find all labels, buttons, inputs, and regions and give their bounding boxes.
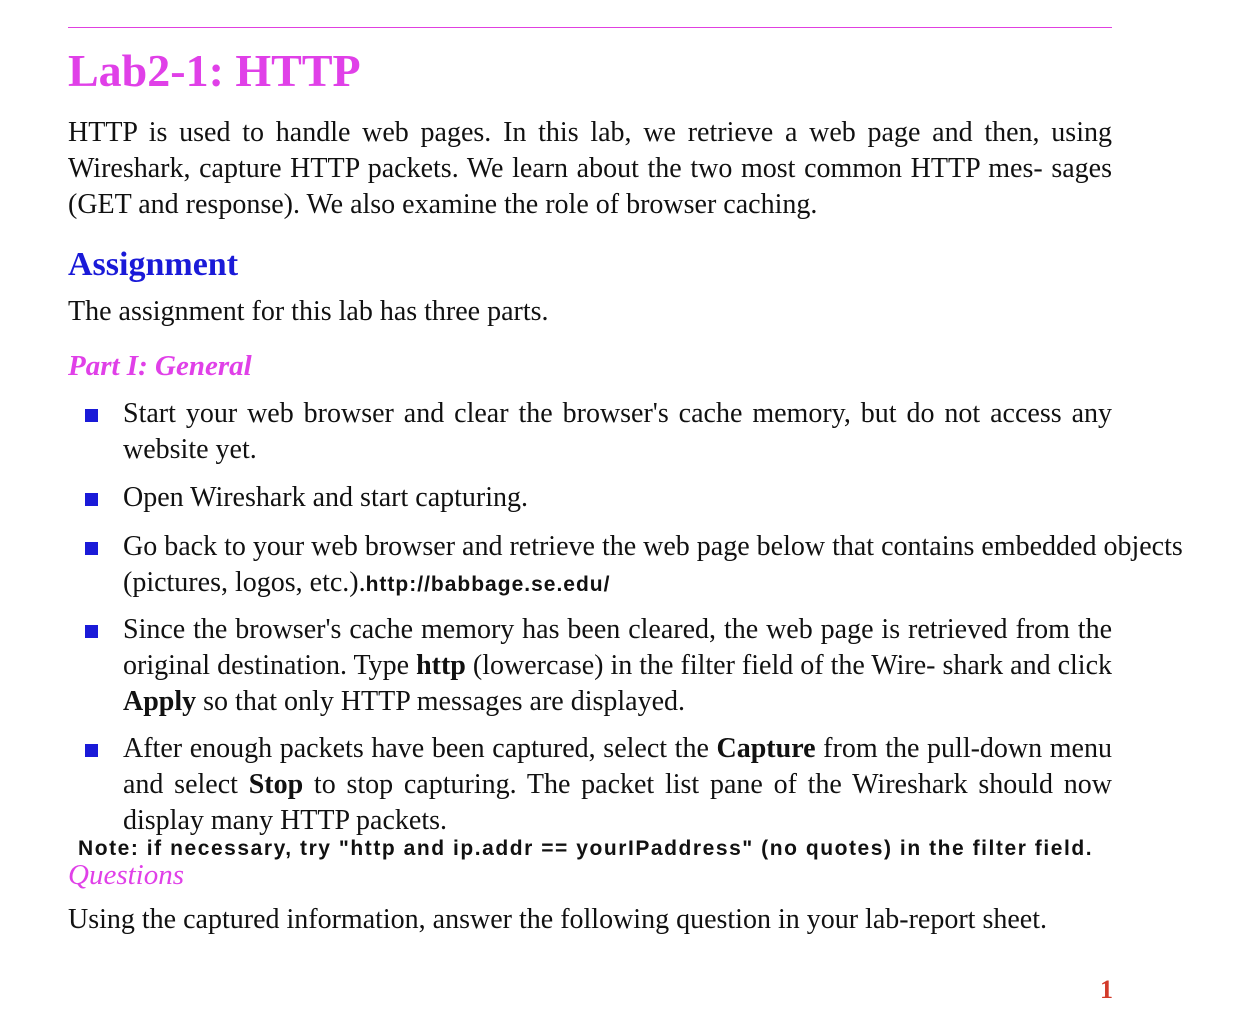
url-link[interactable]: http://babbage.se.edu/ [365,573,611,596]
list-item-text-span: Go back to your web browser and retrieve the web page below that contains embedded objects (pictures, logos, etc.). [123,531,1183,598]
intro-paragraph: HTTP is used to handle web pages. In this lab, we retrieve a web page and then, using Wireshark, capture HTTP packets. We learn about the two most common HTTP mes- sages (GET and response). We also examine the role of browser caching. [68,117,1112,220]
questions-heading: Questions [68,859,184,891]
square-bullet-icon [85,493,98,506]
list-item-text [123,731,1112,839]
square-bullet-icon [85,542,98,555]
text-span: (lowercase) in the filter field of the Wire- shark and click [465,650,1113,681]
square-bullet-icon [85,744,98,757]
square-bullet-icon [85,409,98,422]
part1-heading: Part I: General [68,350,252,382]
bold-term: http [416,650,466,681]
page-number: 1 [1100,975,1113,1004]
bold-term: Capture [716,733,816,764]
text-span: to stop capturing. The packet list pane of the Wireshark should now display many HTTP packets. [123,769,1113,836]
top-rule [68,27,1112,28]
list-item-text [123,612,1112,720]
bold-term: Apply [123,686,197,717]
filter-note: Note: if necessary, try "http and ip.addr == yourIPaddress" (no quotes) in the filter field. [78,837,1094,860]
square-bullet-icon [85,625,98,638]
questions-text: Using the captured information, answer the following question in your lab-report sheet. [68,904,1047,935]
assignment-text: The assignment for this lab has three parts. [68,296,549,327]
assignment-heading: Assignment [68,246,239,283]
text-span: from the pull-down menu and select [123,733,1112,800]
list-item-text [123,529,1193,603]
bold-term: Stop [248,769,304,800]
list-item-text: Open Wireshark and start capturing. [123,482,529,513]
text-span: so that only HTTP messages are displayed. [196,686,686,717]
text-span: Since the browser's cache memory has been cleared, the web page is retrieved from the original destination. Type [123,614,1112,681]
page-title: Lab2-1: HTTP [68,45,361,96]
text-span: After enough packets have been captured, select the [123,733,717,764]
list-item-text: Start your web browser and clear the browser's cache memory, but do not access any website yet. [123,398,1112,465]
